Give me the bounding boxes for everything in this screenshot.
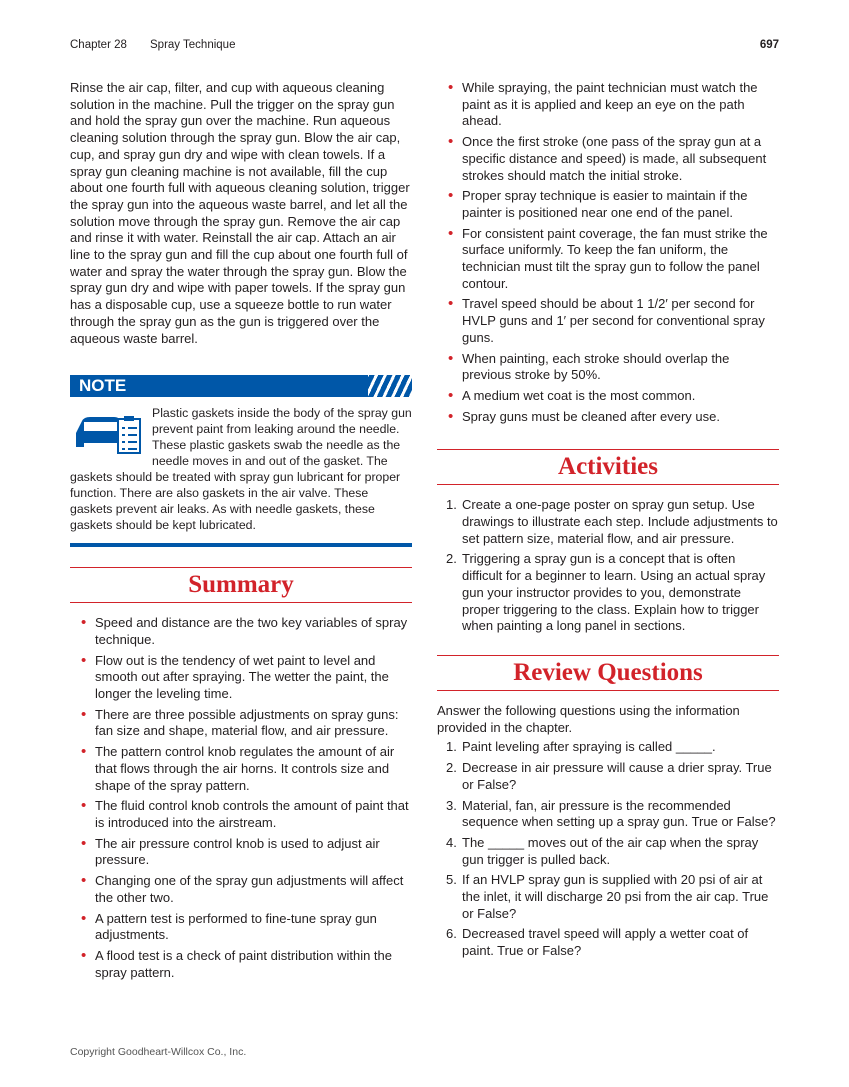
list-item: • When painting, each stroke should overlap the previous stroke by 50%. xyxy=(448,349,730,383)
bullet-icon: • xyxy=(448,407,454,425)
summary-list xyxy=(70,615,412,981)
right-column xyxy=(437,80,779,964)
bullet-icon: • xyxy=(448,187,454,205)
note-bottom-bar xyxy=(70,543,412,547)
bullet-icon: • xyxy=(81,743,87,761)
bullet-icon: • xyxy=(448,386,454,404)
page-number: 697 xyxy=(759,39,779,51)
bullet-icon: • xyxy=(81,705,87,723)
bullet-icon: • xyxy=(81,872,87,890)
list-item: • There are three possible adjustments on spray guns: fan size and shape, material flow, and air pressure. xyxy=(81,705,399,739)
list-item: • The pattern control knob regulates the amount of air that flows through the air horns. It controls size and shape of the spray pattern. xyxy=(81,743,395,793)
copyright-footer: Copyright Goodheart-Willcox Co., Inc. xyxy=(70,1046,247,1058)
bullet-icon: • xyxy=(81,797,87,815)
bullet-icon: • xyxy=(81,946,87,964)
list-item: 4. The _____ moves out of the air cap when the spray gun trigger is pulled back. xyxy=(446,834,759,867)
bullet-icon: • xyxy=(81,834,87,852)
list-item: 3. Material, fan, air pressure is the recommended sequence when setting up a spray gun. True or False? xyxy=(446,797,776,830)
list-item: 6. Decreased travel speed will apply a wetter coat of paint. True or False? xyxy=(446,926,749,959)
list-item: • The fluid control knob controls the amount of paint that is introduced into the airstream. xyxy=(81,797,409,830)
bullet-icon: • xyxy=(448,79,454,96)
list-item: 1. Paint leveling after spraying is called _____. xyxy=(446,739,716,755)
list-item: • Once the first stroke (one pass of the spray gun at a specific distance and speed) is made, all subsequent strokes should match the initial stroke. xyxy=(448,133,767,183)
list-item: • A medium wet coat is the most common. xyxy=(448,386,696,404)
bullet-icon: • xyxy=(448,224,454,242)
review-intro: Answer the following questions using the information provided in the chapter. xyxy=(437,702,740,735)
list-item: • A flood test is a check of paint distribution within the spray pattern. xyxy=(81,946,393,980)
note-text: Plastic gaskets inside the body of the spray gun prevent paint from leaking around the needle. These plastic gaskets swab the needle as the needle moves in and out of the gasket. The gaskets should be treated with spray gun lubricant for proper function. There are also gaskets in the air valve. These gaskets prevent air leaks. As with needle gaskets, these gaskets should be kept lubricated. xyxy=(70,406,412,533)
note-title: NOTE xyxy=(79,376,127,396)
bullet-icon: • xyxy=(448,295,454,313)
technique-list xyxy=(437,80,779,425)
chapter-label: Chapter 28 xyxy=(70,39,127,51)
note-box xyxy=(70,375,412,547)
list-item: 5. If an HVLP spray gun is supplied with 20 psi of air at the inlet, it will discharge 20 psi from the air cap. True or False? xyxy=(446,872,769,921)
list-item: • A pattern test is performed to fine-tune spray gun adjustments. xyxy=(81,909,377,943)
list-item: • Flow out is the tendency of wet paint to level and smooth out after spraying. The wetter the paint, the longer the leveling time. xyxy=(81,651,389,702)
list-item: • Changing one of the spray gun adjustments will affect the other two. xyxy=(81,872,404,905)
bullet-icon: • xyxy=(81,651,87,669)
review-list xyxy=(437,739,779,959)
review-heading: Review Questions xyxy=(437,655,779,691)
list-item: • Speed and distance are the two key variables of spray technique. xyxy=(81,614,408,647)
bullet-icon: • xyxy=(448,349,454,367)
stripes-decoration xyxy=(368,375,412,397)
list-item: 2. Triggering a spray gun is a concept that is often difficult for a beginner to learn. Using an actual spray gun your instructor provides to you, demonstrate proper triggering to the class. Explain how to trigger when painting a long panel in sections. xyxy=(446,551,766,634)
note-header xyxy=(70,375,412,397)
list-item: • Proper spray technique is easier to maintain if the painter is positioned near one end of the panel. xyxy=(448,187,748,220)
left-column xyxy=(70,80,412,985)
list-item: 1. Create a one-page poster on spray gun setup. Use drawings to illustrate each step. Include adjustments to set pattern size, material flow, and air pressure. xyxy=(446,497,778,546)
car-clipboard-icon xyxy=(70,407,142,455)
list-item: • For consistent paint coverage, the fan must strike the surface uniformly. To keep the fan uniform, the technician must tilt the spray gun to follow the panel contour. xyxy=(448,224,768,291)
list-item: • The air pressure control knob is used to adjust air pressure. xyxy=(81,834,380,868)
chapter-title: Spray Technique xyxy=(150,39,236,51)
list-item: • While spraying, the paint technician must watch the paint as it is applied and keep an eye on the path ahead. xyxy=(448,79,758,129)
intro-paragraph: Rinse the air cap, filter, and cup with aqueous cleaning solution in the machine. Pull the trigger on the spray gun and hold the spray gun over the machine. Run aqueous cleaning solution through the spray gun. Blow the air cap, cup, and spray gun dry and wipe with clean towels. If a spray gun cleaning machine is not available, fill the cup about one fourth full with aqueous cleaning solution, trigger the spray gun into the aqueous waste barrel, and let all the solution move through the spray gun. Remove the air cap and rinse it with water. Reinstall the air cap. Attach an air line to the spray gun and fill the cup about one fourth full of water and spray the water through the spray gun. Blow the spray gun dry and wipe with paper towels. If the spray gun has a disposable cup, use a squeeze bottle to run water through the spray gun as the gun is triggered over the aqueous waste barrel. xyxy=(70,80,410,346)
activities-list xyxy=(437,497,779,635)
bullet-icon: • xyxy=(448,133,454,151)
summary-heading: Summary xyxy=(70,567,412,603)
list-item: • Travel speed should be about 1 1/2′ per second for HVLP guns and 1′ per second for conventional spray guns. xyxy=(448,295,765,345)
bullet-icon: • xyxy=(81,614,87,632)
bullet-icon: • xyxy=(81,909,87,927)
list-item: 2. Decrease in air pressure will cause a drier spray. True or False? xyxy=(446,760,772,792)
list-item: • Spray guns must be cleaned after every use. xyxy=(448,407,720,425)
activities-heading: Activities xyxy=(437,449,779,485)
